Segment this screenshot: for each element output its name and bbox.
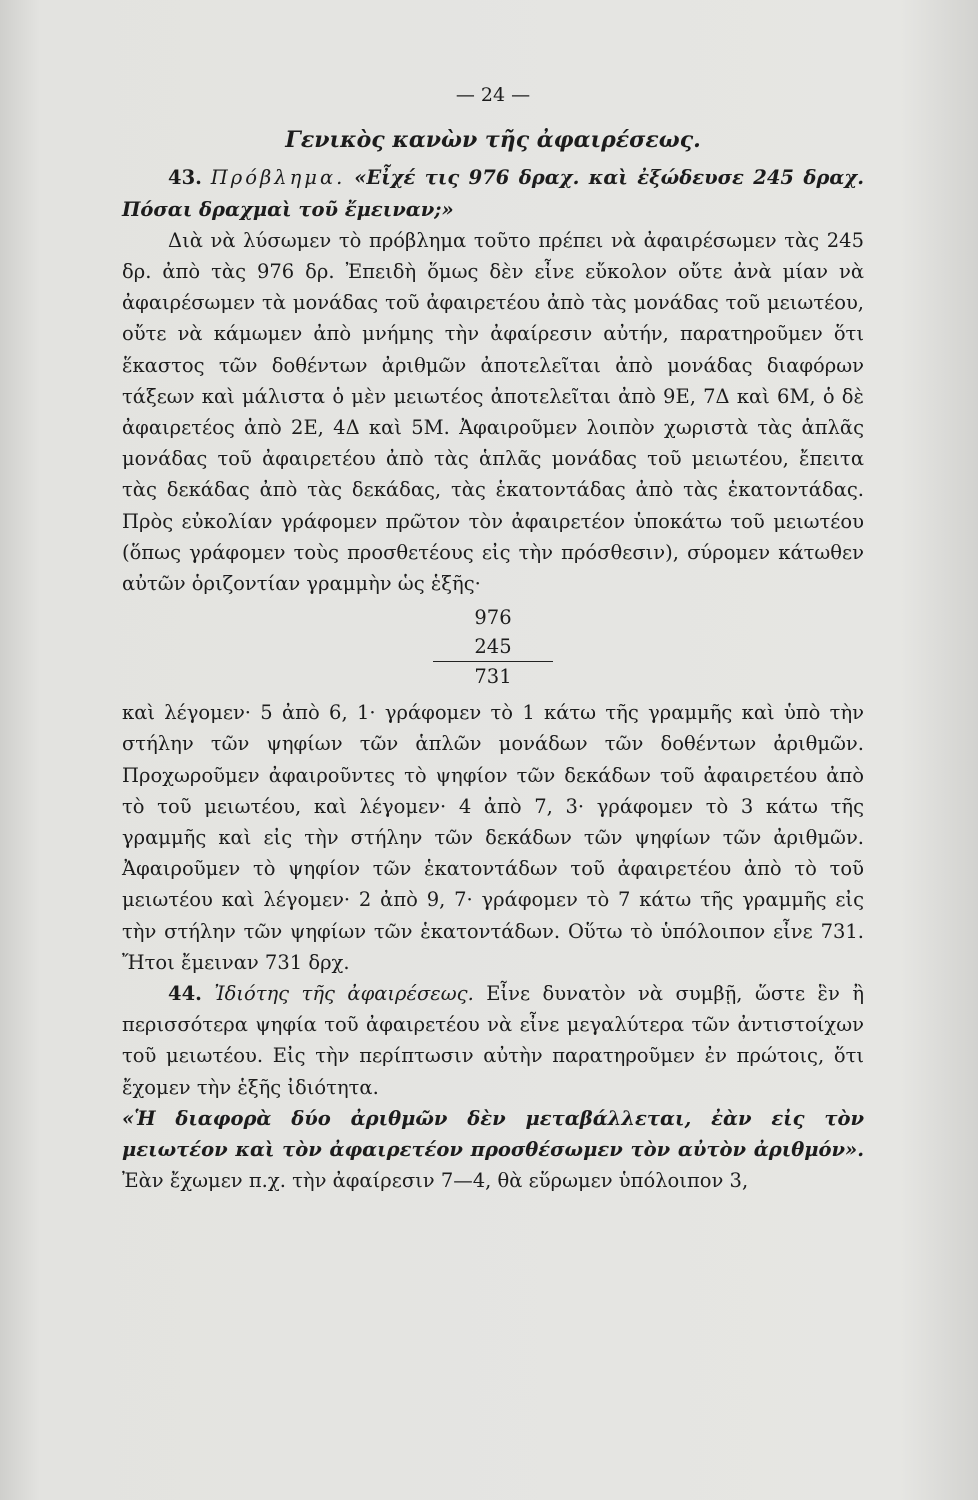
section-44 (122, 978, 864, 1103)
procedure-text: καὶ λέγομεν· 5 ἀπὸ 6, 1· γράφομεν τὸ 1 κάτω τῆς γραμμῆς καὶ ὑπὸ τὴν στήλην τῶν ψηφίων τῶν ἁπλῶν μονάδων τῶν δοθέντων ἀριθμῶν. Προχωροῦμεν ἀφαιροῦντες τὸ ψηφίον τῶν δεκάδων τοῦ ἀφαιρετέου ἀπὸ τὸ τοῦ μειωτέου, καὶ λέγομεν· 4 ἀπὸ 7, 3· γράφομεν τὸ 3 κάτω τῆς γραμμῆς καὶ εἰς τὴν στήλην τῶν δεκάδων τῶν ψηφίων τῶν ἀριθμῶν. Ἀφαιροῦμεν τὸ ψηφίον τῶν ἑκατοντάδων τοῦ ἀφαιρετέου ἀπὸ τὸ τοῦ μειωτέου καὶ λέγομεν· 2 ἀπὸ 9, 7· γράφομεν τὸ 7 κάτω τῆς γραμμῆς εἰς τὴν στήλην τῶν ψηφίων τῶν ἑκατοντάδων. Οὕτω τὸ ὑπόλοιπον εἶνε 731. Ἤτοι ἔμειναν 731 δρχ. (122, 701, 864, 974)
section-44-number: 44. (168, 982, 202, 1006)
problem-explanation: Διὰ νὰ λύσωμεν τὸ πρόβλημα τοῦτο πρέπει νὰ ἀφαιρέσωμεν τὰς 245 δρ. ἀπὸ τὰς 976 δρ. Ἐπειδὴ ὅμως δὲν εἶνε εὔκολον οὔτε ἀνὰ μίαν νὰ ἀφαιρέσωμεν τὰ μονάδας τοῦ ἀφαιρετέου ἀπὸ τὰς μονάδας τοῦ μειωτέου, οὔτε νὰ κάμωμεν ἀπὸ μνήμης τὴν ἀφαίρεσιν αὐτήν, παρατηροῦμεν ὅτι ἕκαστος τῶν δοθέντων ἀριθμῶν ἀποτελεῖται ἀπὸ μονάδας διαφόρων τάξεων καὶ μάλιστα ὁ μὲν μειωτέος ἀποτελεῖται ἀπὸ 9Ε, 7Δ καὶ 6Μ, ὁ δὲ ἀφαιρετέος ἀπὸ 2Ε, 4Δ καὶ 5Μ. Ἀφαιροῦμεν λοιπὸν χωριστὰ τὰς ἁπλᾶς μονάδας τοῦ ἀφαιρετέου ἀπὸ τὰς ἁπλᾶς μονάδας τοῦ μειωτέου, ἔπειτα τὰς δεκάδας ἀπὸ τὰς δεκάδας, τὰς ἑκατοντάδας ἀπὸ τὰς ἑκατοντάδας. Πρὸς εὐκολίαν γράφομεν πρῶτον τὸν ἀφαιρετέον ὑποκάτω τοῦ μειωτέου (ὅπως γράφομεν τοὺς προσθετέους εἰς τὴν πρόσθεσιν), σύρομεν κάτωθεν αὐτῶν ὁριζοντίαν γραμμὴν ὡς ἑξῆς· (122, 228, 864, 596)
subtrahend: 245 (433, 632, 553, 662)
minuend: 976 (474, 606, 512, 630)
example-text: Ἐὰν ἔχωμεν π.χ. τὴν ἀφαίρεσιν 7—4, θὰ εὕρωμεν ὑπόλοιπον 3, (122, 1169, 749, 1193)
section-44-heading: Ἰδιότης τῆς ἀφαιρέσεως. (214, 982, 474, 1006)
section-44-text: Εἶνε δυνατὸν νὰ συμβῇ, ὥστε ἓν ἢ περισσότερα ψηφία τοῦ ἀφαιρετέου νὰ εἶνε μεγαλύτερα τῶν ἀντιστοίχων τοῦ μειωτέου. Εἰς τὴν περίπτωσιν αὐτὴν παρατηροῦμεν ἐν πρώτοις, ὅτι ἔχομεν τὴν ἑξῆς ἰδιότητα. (122, 982, 864, 1099)
problem-number: 43. (168, 166, 202, 190)
section-title: Γενικὸς κανὼν τῆς ἀφαιρέσεως. (285, 127, 701, 154)
subtraction-layout (122, 603, 864, 691)
subtraction-rule: «Ἡ διαφορὰ δύο ἀριθμῶν δὲν μεταβάλλεται, ἐὰν εἰς τὸν μειωτέον καὶ τὸν ἀφαιρετέον προσθέσωμεν τὸν αὐτὸν ἀριθμόν». (122, 1106, 864, 1162)
page-number: — 24 — (455, 84, 531, 106)
problem-43 (122, 162, 864, 224)
difference: 731 (474, 665, 512, 689)
problem-label: Πρόβλημα. (210, 166, 346, 190)
page-text (122, 80, 864, 1197)
problem-statement: «Εἶχέ τις 976 δραχ. καὶ ἐξώδευσε 245 δραχ. Πόσαι δραχμαὶ τοῦ ἔμειναν;» (122, 166, 865, 221)
